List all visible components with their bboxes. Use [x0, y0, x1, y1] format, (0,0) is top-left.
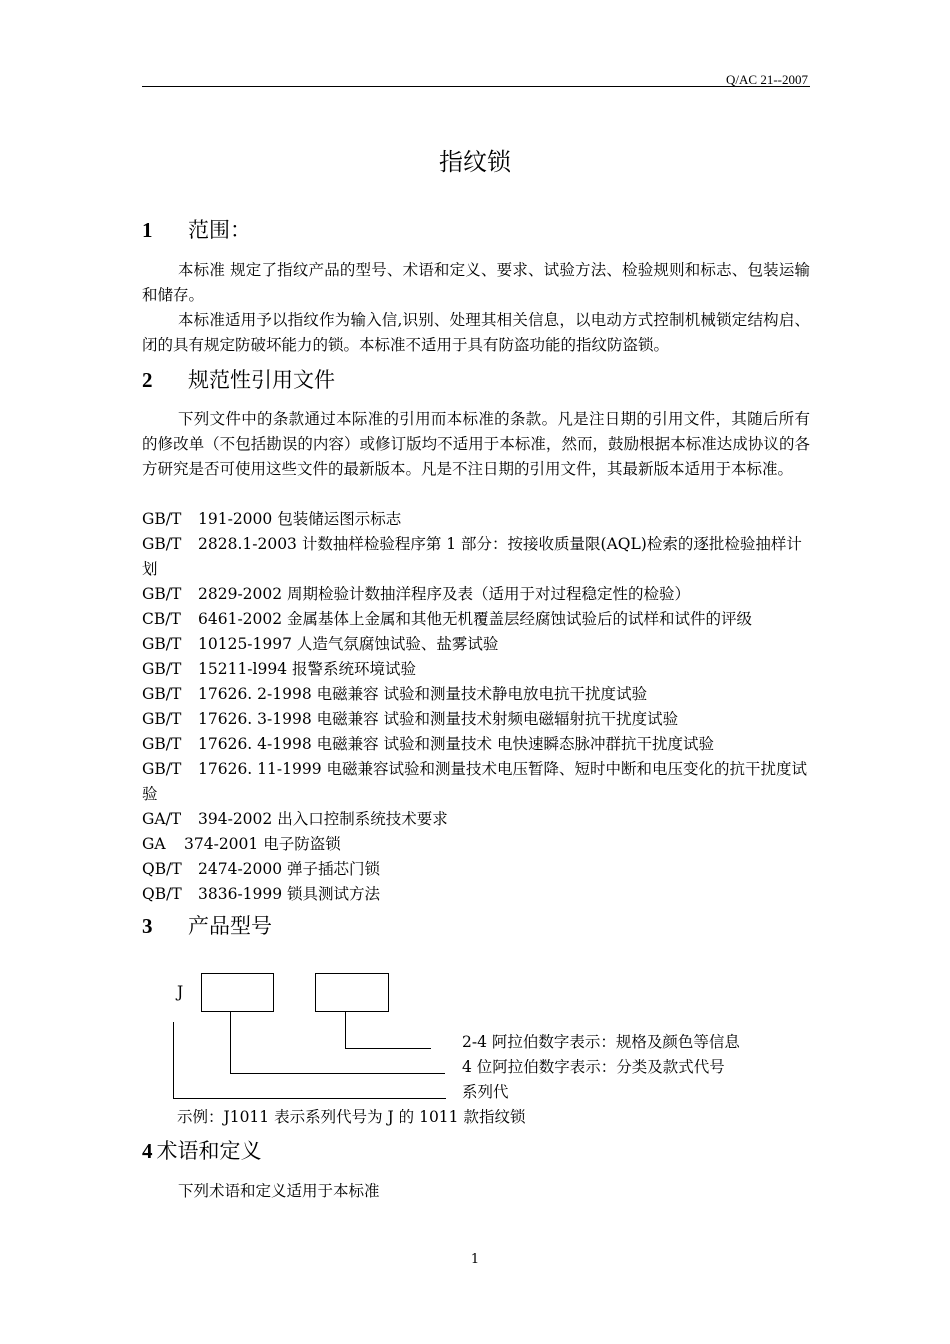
reference-code: QB/T [142, 885, 182, 903]
reference-text: 2474-2000 弹子插芯门锁 [198, 860, 381, 878]
document-title: 指纹锁 [439, 148, 511, 176]
reference-text: 2828.1-2003 计数抽样检验程序第 1 部分：按接收质量限(AQL)检索的逐批检验抽样计划 [142, 535, 802, 578]
reference-text: 2829-2002 周期检验计数抽洋程序及表（适用于对过程稳定性的检验） [198, 585, 691, 603]
section-3-heading [142, 910, 272, 940]
reference-text: 191-2000 包装储运图示标志 [198, 510, 402, 528]
reference-item [142, 882, 810, 907]
connector-line [230, 1073, 445, 1074]
reference-code: CB/T [142, 610, 181, 628]
section-number: 2 [142, 368, 153, 392]
reference-item [142, 657, 810, 682]
section-title: 规范性引用文件 [188, 368, 335, 392]
reference-text: 17626. 11-1999 电磁兼容试验和测量技术电压暂降、短时中断和电压变化的抗干扰度试验 [142, 760, 807, 803]
section-title: 产品型号 [188, 914, 272, 938]
reference-item [142, 807, 810, 832]
connector-line [345, 1048, 431, 1049]
reference-text: 17626. 3-1998 电磁兼容 试验和测量技术射频电磁辐射抗干扰度试验 [198, 710, 679, 728]
paragraph: 本标准适用予以指纹作为输入信,识别、处理其相关信息，以电动方式控制机械锁定结构启、闭的具有规定防破坏能力的锁。本标准不适用于具有防盗功能的指纹防盗锁。 [142, 311, 810, 354]
section-number: 4 [142, 1139, 153, 1163]
reference-text: 374-2001 电子防盗锁 [184, 835, 341, 853]
reference-item [142, 732, 810, 757]
page-number: 1 [470, 1252, 480, 1267]
reference-item [142, 607, 810, 632]
reference-text: 6461-2002 金属基体上金属和其他无机覆盖层经腐蚀试验后的试样和试件的评级 [198, 610, 753, 628]
reference-text: 15211-l994 报警系统环境试验 [198, 660, 417, 678]
paragraph: 本标准 规定了指纹产品的型号、术语和定义、要求、试验方法、检验规则和标志、包装运输和储存。 [142, 261, 810, 304]
reference-code: GA [142, 835, 166, 853]
reference-text: 394-2002 出入口控制系统技术要求 [198, 810, 448, 828]
model-label: 2-4 阿拉伯数字表示：规格及颜色等信息 [462, 1033, 740, 1051]
connector-line [173, 1022, 174, 1098]
reference-code: GB/T [142, 660, 182, 678]
reference-code: GB/T [142, 735, 182, 753]
paragraph: 下列术语和定义适用于本标准 [178, 1182, 380, 1200]
section-title: 范围： [188, 218, 251, 242]
connector-line [230, 1011, 231, 1073]
reference-code: GB/T [142, 710, 182, 728]
reference-code: GB/T [142, 635, 182, 653]
section-2-heading [142, 364, 335, 394]
reference-code: GA/T [142, 810, 182, 828]
reference-item [142, 707, 810, 732]
header-rule [142, 86, 810, 87]
connector-line [345, 1011, 346, 1048]
reference-text: 17626. 4-1998 电磁兼容 试验和测量技术 电快速瞬态脉冲群抗干扰度试验 [198, 735, 714, 753]
section-1-heading [142, 214, 251, 244]
section-number: 3 [142, 914, 153, 938]
reference-code: GB/T [142, 760, 182, 778]
model-label: 系列代 [462, 1083, 509, 1101]
reference-item [142, 582, 810, 607]
section-4-heading [142, 1135, 262, 1165]
header-doc-code: Q/AC 21--2007 [726, 72, 808, 87]
model-prefix: J [177, 983, 184, 1001]
reference-item [142, 507, 810, 532]
model-box-1 [201, 973, 274, 1012]
reference-item [142, 757, 810, 807]
reference-code: GB/T [142, 535, 182, 553]
model-label: 4 位阿拉伯数字表示：分类及款式代号 [462, 1058, 725, 1076]
reference-text: 17626. 2-1998 电磁兼容 试验和测量技术静电放电抗干扰度试验 [198, 685, 648, 703]
model-box-2 [315, 973, 389, 1012]
reference-code: GB/T [142, 685, 182, 703]
section-number: 1 [142, 218, 153, 242]
section-title: 术语和定义 [156, 1139, 262, 1163]
reference-item [142, 532, 810, 582]
reference-text: 3836-1999 锁具测试方法 [198, 885, 381, 903]
reference-code: QB/T [142, 860, 182, 878]
model-example: 示例：J1011 表示系列代号为 J 的 1011 款指纹锁 [177, 1108, 526, 1126]
reference-code: GB/T [142, 585, 182, 603]
reference-text: 10125-1997 人造气氛腐蚀试验、盐雾试验 [198, 635, 499, 653]
connector-line [173, 1098, 446, 1099]
reference-item [142, 632, 810, 657]
reference-item [142, 857, 810, 882]
reference-item [142, 832, 810, 857]
reference-code: GB/T [142, 510, 182, 528]
reference-item [142, 682, 810, 707]
paragraph: 下列文件中的条款通过本际准的引用而本标准的条款。凡是注日期的引用文件，其随后所有的修改单（不包括勘误的内容）或修订版均不适用于本标准，然而，鼓励根据本标准达成协议的各方研究是否可使用这些文件的最新版本。凡是不注日期的引用文件，其最新版本适用于本标准。 [142, 410, 810, 478]
